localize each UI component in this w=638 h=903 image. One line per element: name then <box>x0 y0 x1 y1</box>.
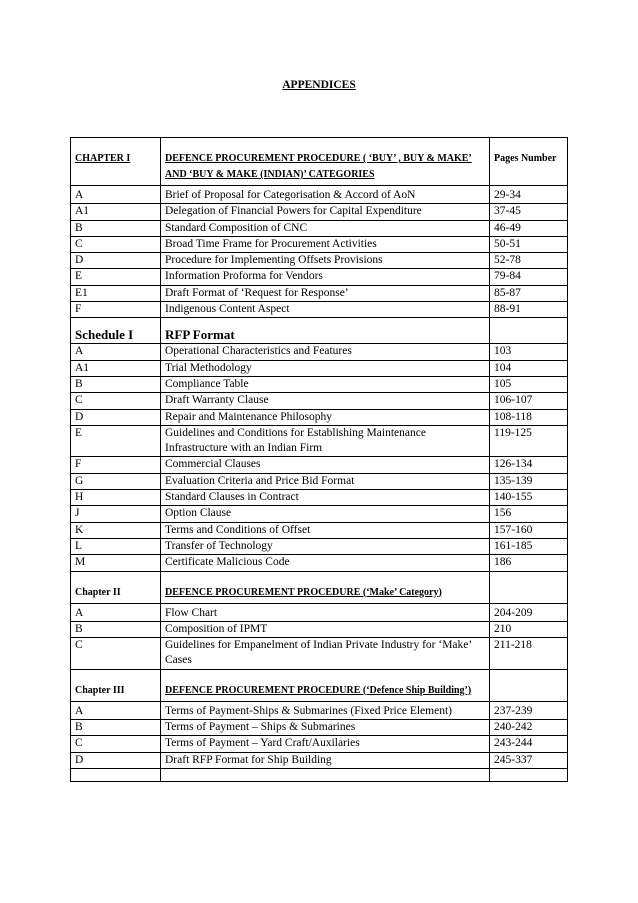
empty-cell <box>161 768 490 781</box>
pages-header: Pages Number <box>490 138 568 186</box>
page-range: 85-87 <box>490 285 568 301</box>
appendix-title: Draft Format of ‘Request for Response’ <box>161 285 490 301</box>
page-range: 50-51 <box>490 236 568 252</box>
table-row <box>71 425 568 457</box>
page-range: 103 <box>490 344 568 360</box>
section-label: Schedule I <box>71 318 161 344</box>
appendix-code: B <box>71 376 161 392</box>
appendix-title: Evaluation Criteria and Price Bid Format <box>161 473 490 489</box>
appendix-title: Indigenous Content Aspect <box>161 302 490 318</box>
section-label: CHAPTER I <box>71 138 161 186</box>
page-range: 52-78 <box>490 253 568 269</box>
page-range: 211-218 <box>490 638 568 670</box>
appendix-code: M <box>71 555 161 571</box>
page-range: 156 <box>490 506 568 522</box>
table-row <box>71 638 568 670</box>
table-row <box>71 457 568 473</box>
page-range: 88-91 <box>490 302 568 318</box>
page-range: 79-84 <box>490 269 568 285</box>
page-range: 186 <box>490 555 568 571</box>
appendix-title: Operational Characteristics and Features <box>161 344 490 360</box>
page-range: 237-239 <box>490 701 568 719</box>
appendix-title: Option Clause <box>161 506 490 522</box>
page-title: APPENDICES <box>282 79 356 91</box>
appendix-title: Flow Chart <box>161 603 490 621</box>
page-range: 46-49 <box>490 220 568 236</box>
appendix-code: K <box>71 522 161 538</box>
table-row <box>71 603 568 621</box>
appendix-code: A1 <box>71 204 161 220</box>
appendix-code: D <box>71 253 161 269</box>
table-row <box>71 409 568 425</box>
table-row <box>71 393 568 409</box>
appendix-code: A1 <box>71 360 161 376</box>
appendix-title: Information Proforma for Vendors <box>161 269 490 285</box>
page-range: 243-244 <box>490 736 568 752</box>
appendix-title: Brief of Proposal for Categorisation & Accord of AoN <box>161 186 490 204</box>
appendix-title: Terms of Payment-Ships & Submarines (Fixed Price Element) <box>161 701 490 719</box>
appendix-title: Terms of Payment – Ships & Submarines <box>161 720 490 736</box>
page-range: 135-139 <box>490 473 568 489</box>
appendix-code: H <box>71 490 161 506</box>
appendix-code: F <box>71 302 161 318</box>
page-range: 140-155 <box>490 490 568 506</box>
appendix-code: A <box>71 603 161 621</box>
appendix-code: B <box>71 621 161 637</box>
appendices-table <box>70 137 568 782</box>
appendix-title: Broad Time Frame for Procurement Activities <box>161 236 490 252</box>
table-row <box>71 204 568 220</box>
table-row <box>71 752 568 768</box>
table-row <box>71 736 568 752</box>
page-range: 210 <box>490 621 568 637</box>
page-range: 161-185 <box>490 538 568 554</box>
table-row <box>71 344 568 360</box>
appendix-title: Standard Clauses in Contract <box>161 490 490 506</box>
page-range: 105 <box>490 376 568 392</box>
page-range: 240-242 <box>490 720 568 736</box>
appendix-code: E <box>71 269 161 285</box>
pages-header <box>490 318 568 344</box>
appendix-title: Guidelines and Conditions for Establishing Maintenance Infrastructure with an Indian Firm <box>161 425 490 457</box>
section-header-row <box>71 318 568 344</box>
table-row-empty <box>71 768 568 781</box>
section-label: Chapter II <box>71 571 161 603</box>
appendix-code: E1 <box>71 285 161 301</box>
section-title: DEFENCE PROCUREMENT PROCEDURE ( ‘BUY’ , BUY & MAKE’ AND ‘BUY & MAKE (INDIAN)’ CATEGORIES <box>161 138 490 186</box>
page-range: 245-337 <box>490 752 568 768</box>
appendix-code: C <box>71 236 161 252</box>
table-row <box>71 538 568 554</box>
empty-cell <box>71 768 161 781</box>
appendix-title: Transfer of Technology <box>161 538 490 554</box>
appendix-code: C <box>71 393 161 409</box>
appendix-title: Certificate Malicious Code <box>161 555 490 571</box>
table-row <box>71 473 568 489</box>
appendix-title: Draft RFP Format for Ship Building <box>161 752 490 768</box>
appendix-title: Draft Warranty Clause <box>161 393 490 409</box>
appendix-title: Delegation of Financial Powers for Capital Expenditure <box>161 204 490 220</box>
table-row <box>71 701 568 719</box>
page-range: 126-134 <box>490 457 568 473</box>
pages-header <box>490 669 568 701</box>
section-title: DEFENCE PROCUREMENT PROCEDURE (‘Defence Ship Building’) <box>161 669 490 701</box>
appendix-title: Compliance Table <box>161 376 490 392</box>
appendix-code: C <box>71 638 161 670</box>
appendix-title: Composition of IPMT <box>161 621 490 637</box>
section-header-row <box>71 571 568 603</box>
table-row <box>71 490 568 506</box>
table-row <box>71 506 568 522</box>
appendix-title: Repair and Maintenance Philosophy <box>161 409 490 425</box>
appendix-title: Terms of Payment – Yard Craft/Auxilaries <box>161 736 490 752</box>
pages-header <box>490 571 568 603</box>
table-row <box>71 720 568 736</box>
appendix-code: B <box>71 220 161 236</box>
empty-cell <box>490 768 568 781</box>
page-range: 29-34 <box>490 186 568 204</box>
table-row <box>71 186 568 204</box>
table-row <box>71 285 568 301</box>
appendix-code: J <box>71 506 161 522</box>
section-header-row <box>71 138 568 186</box>
table-row <box>71 253 568 269</box>
appendix-code: G <box>71 473 161 489</box>
table-row <box>71 236 568 252</box>
section-title: RFP Format <box>161 318 490 344</box>
page-range: 106-107 <box>490 393 568 409</box>
table-row <box>71 360 568 376</box>
appendix-code: L <box>71 538 161 554</box>
appendix-code: F <box>71 457 161 473</box>
table-row <box>71 269 568 285</box>
section-header-row <box>71 669 568 701</box>
page-range: 104 <box>490 360 568 376</box>
table-row <box>71 522 568 538</box>
table-row <box>71 621 568 637</box>
appendix-code: A <box>71 701 161 719</box>
page-range: 157-160 <box>490 522 568 538</box>
page-range: 37-45 <box>490 204 568 220</box>
appendix-code: E <box>71 425 161 457</box>
section-label: Chapter III <box>71 669 161 701</box>
appendix-code: A <box>71 186 161 204</box>
appendix-code: C <box>71 736 161 752</box>
appendix-code: B <box>71 720 161 736</box>
appendix-title: Trial Methodology <box>161 360 490 376</box>
appendix-title: Procedure for Implementing Offsets Provisions <box>161 253 490 269</box>
table-row <box>71 376 568 392</box>
table-row <box>71 555 568 571</box>
appendix-code: D <box>71 409 161 425</box>
appendix-title: Guidelines for Empanelment of Indian Private Industry for ‘Make’ Cases <box>161 638 490 670</box>
table-row <box>71 302 568 318</box>
page-range: 108-118 <box>490 409 568 425</box>
section-title: DEFENCE PROCUREMENT PROCEDURE (‘Make’ Category) <box>161 571 490 603</box>
appendix-title: Terms and Conditions of Offset <box>161 522 490 538</box>
appendix-code: A <box>71 344 161 360</box>
page-range: 204-209 <box>490 603 568 621</box>
table-row <box>71 220 568 236</box>
page-range: 119-125 <box>490 425 568 457</box>
appendix-code: D <box>71 752 161 768</box>
appendix-title: Standard Composition of CNC <box>161 220 490 236</box>
appendix-title: Commercial Clauses <box>161 457 490 473</box>
